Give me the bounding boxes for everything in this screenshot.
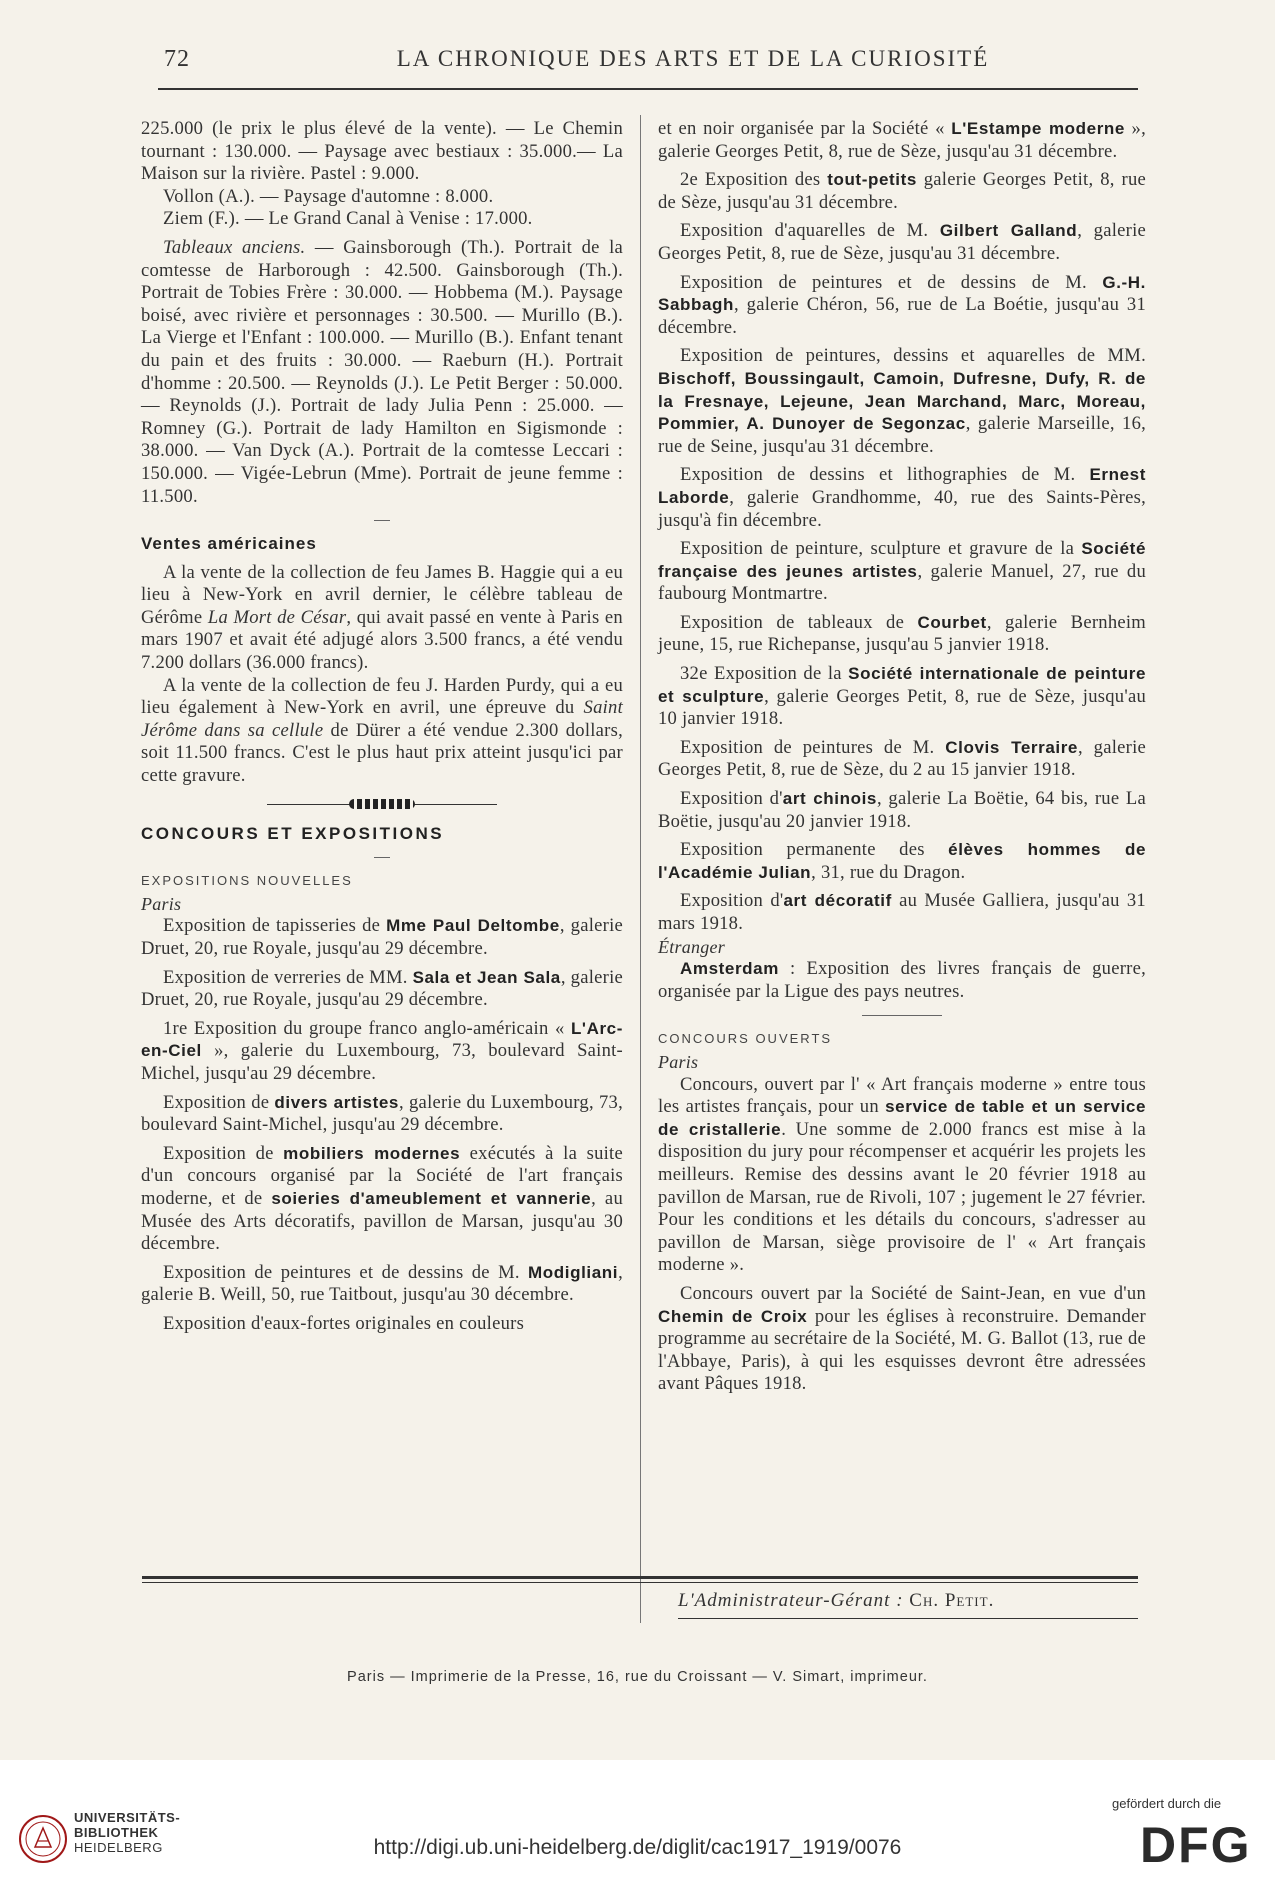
paragraph: Exposition de peinture, sculpture et gravure de la Société française des jeunes artistes, galerie Manuel, 27, rue du faubourg Montmartre.: [658, 538, 1147, 605]
paragraph: Exposition d'eaux-fortes originales en couleurs: [163, 1312, 525, 1334]
running-title: LA CHRONIQUE DES ARTS ET DE LA CURIOSITÉ: [396, 46, 990, 71]
paragraph: Ziem (F.). — Le Grand Canal à Venise : 17.000.: [163, 208, 533, 230]
paragraph: Concours ouvert par la Société de Saint-Jean, en vue d'un Chemin de Croix pour les églises à reconstruire. Demander programme au secrétaire de la Société, M. G. Ballot (13, rue de l'Abbaye, Paris), à qui les esquisses devront être adressées avant Pâques 1918.: [658, 1282, 1146, 1395]
section-heading-ventes: Ventes américaines: [141, 534, 317, 554]
paragraph: Concours, ouvert par l' « Art français moderne » entre tous les artistes français, pour un service de table et un service de cristallerie. Une somme de 2.000 francs est mise à la disposition du jury pour récompenser et acquérir les projets les meilleurs. Remise des dessins avant le 20 février 1918 au pavillon de Marsan, rue de Rivoli, 107 ; jugement le 27 février. Pour les conditions et les détails du concours, s'adresser au pavillon de Marsan, siège provisoire de l' « Art français moderne ».: [658, 1073, 1146, 1276]
header-rule: [158, 88, 1138, 90]
paragraph: Exposition de mobiliers modernes exécutés à la suite d'un concours organisé par la Société de l'art français moderne, et de soieries d'ameublement et vannerie, au Musée des Arts décoratifs, pavillon de Marsan, jusqu'au 30 décembre.: [141, 1142, 623, 1255]
paragraph: 225.000 (le prix le plus élevé de la vente). — Le Chemin tournant : 130.000. — Paysage avec bestiaux : 35.000.— La Maison sur la rivière. Pastel : 9.000.: [141, 118, 623, 185]
paragraph: Exposition de peintures et de dessins de M. Modigliani, galerie B. Weill, 50, rue Taitbout, jusqu'au 30 décembre.: [141, 1261, 623, 1306]
ornament-divider: [267, 804, 497, 805]
running-header: [158, 46, 1138, 76]
permalink[interactable]: http://digi.ub.uni-heidelberg.de/diglit/cac1917_1919/0076: [373, 1836, 902, 1859]
footer-rule-thick: [142, 1576, 1138, 1579]
column-rule: [640, 115, 641, 1623]
separator: [374, 520, 390, 521]
artwork-title: Saint Jérôme dans sa cellule: [141, 697, 623, 741]
paragraph: Exposition de peintures, dessins et aquarelles de MM. Bischoff, Boussingault, Camoin, Dufresne, Dufy, R. de la Fresnaye, Lejeune, Jean Marchand, Marc, Moreau, Pommier, A. Dunoyer de Segonzac, galerie Marseille, 16, rue de Seine, jusqu'au 31 décembre.: [658, 345, 1147, 457]
dfg-logo-icon: [1140, 1818, 1252, 1868]
funding-note: gefördert durch die: [1112, 1796, 1222, 1811]
paragraph: 32e Exposition de la Société internationale de peinture et sculpture, galerie Georges Petit, 8, rue de Sèze, jusqu'au 10 janvier 1918.: [658, 663, 1146, 730]
subheading-paris: Paris: [141, 893, 182, 914]
paragraph: Exposition de dessins et lithographies de M. Ernest Laborde, galerie Grandhomme, 40, rue des Saints-Pères, jusqu'à fin décembre.: [658, 464, 1146, 531]
svg-text:DFG: DFG: [1140, 1818, 1252, 1868]
paragraph: Exposition de tapisseries de Mme Paul Deltombe, galerie Druet, 20, rue Royale, jusqu'au 29 décembre.: [141, 915, 623, 959]
library-logo: UNIVERSITÄTS- BIBLIOTHEK HEIDELBERG: [74, 1810, 181, 1855]
separator: [374, 857, 390, 858]
paragraph-tableaux-anciens: Tableaux anciens. — Gainsborough (Th.). Portrait de la comtesse de Harborough : 42.500. Gainsborough (Th.). Portrait de Tobies Frère : 30.000. — Hobbema (M.). Paysage boisé, avec rivière et personnages : 30.500. — Murillo (B.). La Vierge et l'Enfant : 100.000. — Murillo (B.). Enfant tenant du pain et des fruits : 30.000. — Raeburn (H.). Portrait d'homme : 20.500. — Reynolds (J.). Le Petit Berger : 50.000. — Reynolds (J.). Portrait de lady Julia Penn : 25.000. — Romney (G.). Portrait de lady Hamilton en Sigismonde : 38.000. — Van Dyck (A.). Portrait de la comtesse Leccari : 150.000. — Vigée-Lebrun (Mme). Portrait de jeune femme : 11.500.: [141, 236, 623, 507]
right-column: [658, 118, 1146, 1396]
administrator-line: L'Administrateur-Gérant : Ch. Petit.: [678, 1590, 995, 1611]
subheading-paris: Paris: [658, 1051, 699, 1072]
paragraph: Exposition permanente des élèves hommes de l'Académie Julian, 31, rue du Dragon.: [658, 839, 1146, 883]
left-column: [141, 118, 623, 1336]
paragraph: Exposition de tableaux de Courbet, galerie Bernheim jeune, 15, rue Richepanse, jusqu'au 5 janvier 1918.: [658, 611, 1146, 656]
artwork-title: La Mort de César: [207, 606, 347, 628]
gerant-rule: [678, 1618, 1138, 1619]
paragraph: 1re Exposition du groupe franco anglo-américain « L'Arc-en-Ciel », galerie du Luxembourg, 73, boulevard Saint-Michel, jusqu'au 29 décembre.: [141, 1017, 623, 1084]
paragraph: Exposition d'aquarelles de M. Gilbert Galland, galerie Georges Petit, 8, rue de Sèze, jusqu'au 31 décembre.: [658, 220, 1146, 264]
digitization-footer: [0, 1760, 1275, 1891]
paragraph: A la vente de la collection de feu J. Harden Purdy, qui a eu lieu également à New-York en avril, une épreuve du Saint Jérôme dans sa cellule de Dürer a été vendue 2.300 dollars, soit 11.500 francs. C'est le plus haut prix atteint jusqu'ici par cette gravure.: [141, 674, 623, 787]
separator: [862, 1015, 942, 1016]
paragraph: Exposition de peintures et de dessins de M. G.-H. Sabbagh, galerie Chéron, 56, rue de La Boétie, jusqu'au 31 décembre.: [658, 271, 1146, 338]
subheading-concours-ouverts: CONCOURS OUVERTS: [658, 1031, 833, 1047]
subheading-expositions: EXPOSITIONS NOUVELLES: [141, 873, 353, 889]
paragraph: A la vente de la collection de feu James B. Haggie qui a eu lieu à New-York en avril dernier, le célèbre tableau de Gérôme La Mort de César, qui avait passé en vente à Paris en mars 1907 et avait été adjugé alors 3.500 francs, a été vendu 7.200 dollars (36.000 francs).: [141, 561, 623, 674]
paragraph: Vollon (A.). — Paysage d'automne : 8.000.: [163, 185, 494, 207]
paragraph: 2e Exposition des tout-petits galerie Georges Petit, 8, rue de Sèze, jusqu'au 31 décembre.: [658, 169, 1146, 213]
printer-imprint: Paris — Imprimerie de la Presse, 16, rue du Croissant — V. Simart, imprimeur.: [347, 1669, 928, 1685]
italic-lead: Tableaux anciens.: [163, 236, 306, 258]
page-number: 72: [164, 46, 190, 72]
paragraph: et en noir organisée par la Société « L'Estampe moderne », galerie Georges Petit, 8, rue de Sèze, jusqu'au 31 décembre.: [658, 118, 1146, 162]
footer-rule-thin: [142, 1582, 1138, 1583]
paragraph: Exposition de divers artistes, galerie du Luxembourg, 73, boulevard Saint-Michel, jusqu'au 29 décembre.: [141, 1091, 623, 1136]
subheading-etranger: Étranger: [658, 936, 725, 957]
paragraph: Exposition de peintures de M. Clovis Terraire, galerie Georges Petit, 8, rue de Sèze, du 2 au 15 janvier 1918.: [658, 736, 1146, 781]
paragraph: Amsterdam : Exposition des livres français de guerre, organisée par la Ligue des pays neutres.: [658, 958, 1146, 1002]
section-heading-concours: CONCOURS ET EXPOSITIONS: [141, 823, 445, 843]
paragraph: Exposition d'art chinois, galerie La Boëtie, 64 bis, rue La Boëtie, jusqu'au 20 janvier 1918.: [658, 788, 1146, 832]
paragraph: Exposition de verreries de MM. Sala et Jean Sala, galerie Druet, 20, rue Royale, jusqu'au 29 décembre.: [141, 966, 623, 1011]
paragraph: Exposition d'art décoratif au Musée Galliera, jusqu'au 31 mars 1918.: [658, 890, 1146, 934]
